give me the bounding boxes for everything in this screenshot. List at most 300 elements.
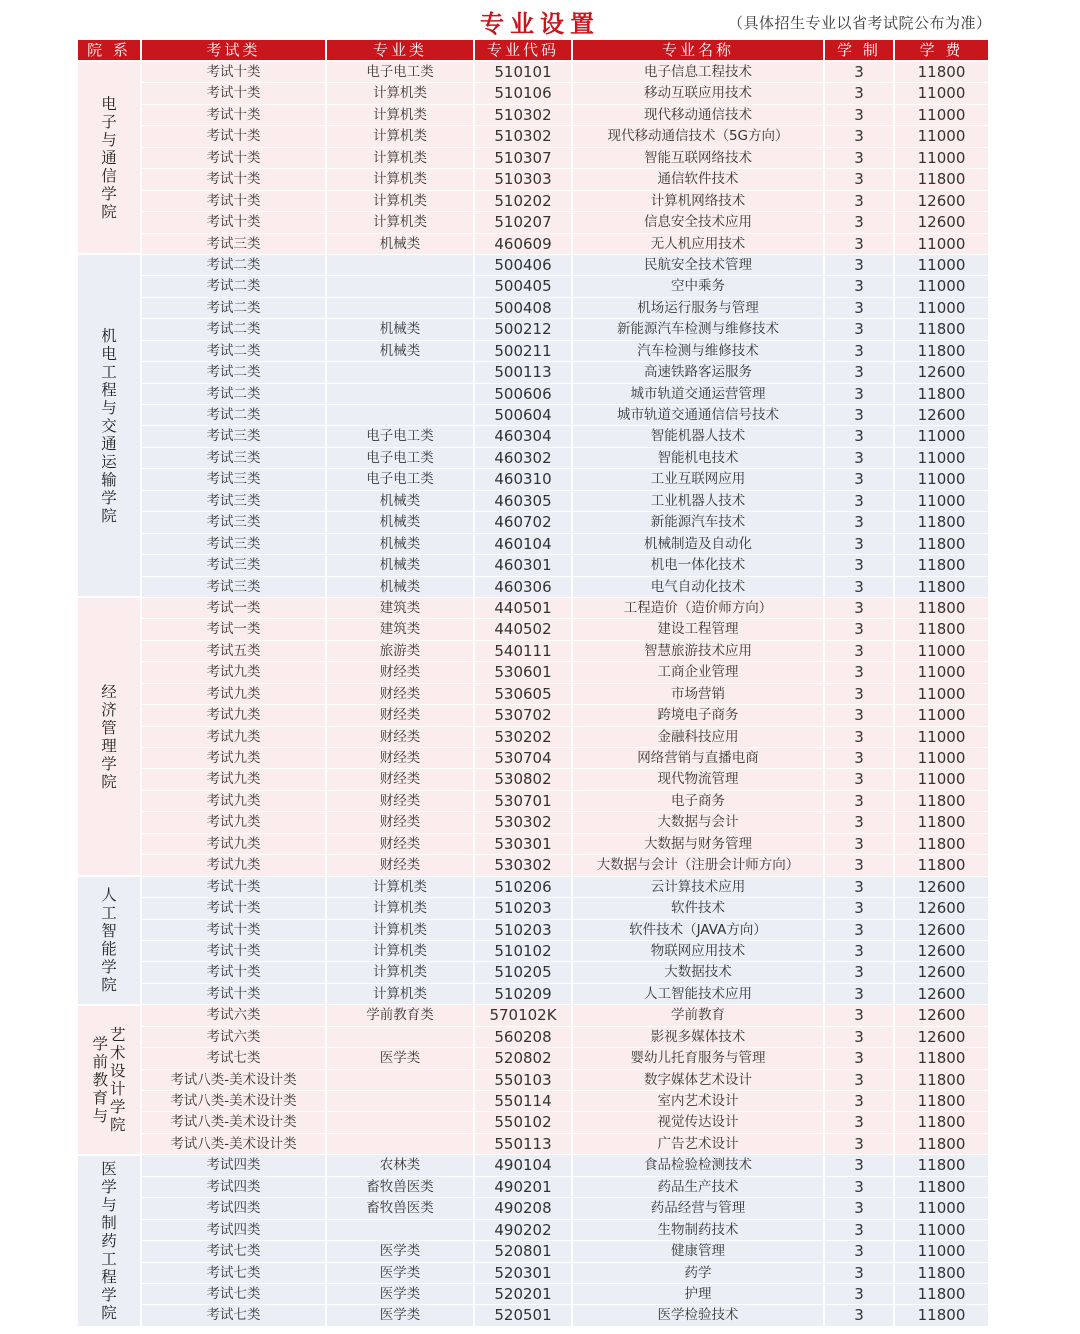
cell-tuition: 11000 <box>895 1220 988 1241</box>
department-name: 人 工 智 能 学 院 <box>101 886 117 995</box>
cell-exam-category: 考试九类 <box>142 684 327 705</box>
cell-major-code: 510207 <box>475 212 573 233</box>
header-department: 院 系 <box>78 40 142 60</box>
cell-major-name: 智能互联网络技术 <box>573 148 825 169</box>
cell-major-code: 520801 <box>475 1241 573 1262</box>
table-row <box>142 298 988 319</box>
cell-exam-category: 考试十类 <box>142 105 327 126</box>
cell-tuition: 11800 <box>895 1070 988 1091</box>
cell-major-name: 大数据与财务管理 <box>573 834 825 855</box>
cell-major-category: 计算机类 <box>327 83 475 104</box>
cell-major-name: 汽车检测与维修技术 <box>573 341 825 362</box>
cell-major-code: 460305 <box>475 491 573 512</box>
cell-major-name: 通信软件技术 <box>573 169 825 190</box>
cell-major-category: 机械类 <box>327 555 475 576</box>
cell-duration: 3 <box>825 126 895 147</box>
department-name: 医 学 与 制 药 工 程 学 院 <box>101 1159 117 1322</box>
cell-major-code: 460301 <box>475 555 573 576</box>
cell-tuition: 11000 <box>895 662 988 683</box>
cell-duration: 3 <box>825 1005 895 1026</box>
cell-exam-category: 考试九类 <box>142 812 327 833</box>
cell-exam-category: 考试十类 <box>142 898 327 919</box>
cell-duration: 3 <box>825 791 895 812</box>
cell-major-category: 财经类 <box>327 769 475 790</box>
cell-exam-category: 考试十类 <box>142 126 327 147</box>
cell-major-name: 信息安全技术应用 <box>573 212 825 233</box>
table-row <box>142 791 988 812</box>
cell-duration: 3 <box>825 1305 895 1326</box>
cell-major-category: 计算机类 <box>327 212 475 233</box>
department-block <box>78 1006 142 1156</box>
cell-tuition: 11000 <box>895 105 988 126</box>
cell-major-category: 财经类 <box>327 684 475 705</box>
cell-duration: 3 <box>825 1263 895 1284</box>
cell-tuition: 11800 <box>895 1112 988 1133</box>
cell-major-code: 550103 <box>475 1070 573 1091</box>
cell-major-code: 530802 <box>475 769 573 790</box>
cell-tuition: 11800 <box>895 1155 988 1176</box>
cell-major-name: 软件技术（JAVA方向） <box>573 920 825 941</box>
cell-major-category: 电子电工类 <box>327 448 475 469</box>
cell-tuition: 11000 <box>895 255 988 276</box>
cell-major-code: 530301 <box>475 834 573 855</box>
cell-major-name: 广告艺术设计 <box>573 1134 825 1155</box>
cell-tuition: 11800 <box>895 855 988 876</box>
cell-exam-category: 考试二类 <box>142 362 327 383</box>
cell-exam-category: 考试十类 <box>142 62 327 83</box>
cell-major-category <box>327 1112 475 1133</box>
cell-major-category: 计算机类 <box>327 126 475 147</box>
table-row <box>142 877 988 898</box>
cell-exam-category: 考试十类 <box>142 212 327 233</box>
cell-tuition: 12600 <box>895 191 988 212</box>
cell-exam-category: 考试二类 <box>142 384 327 405</box>
header-tuition: 学 费 <box>895 40 988 60</box>
cell-major-code: 460306 <box>475 577 573 598</box>
cell-duration: 3 <box>825 362 895 383</box>
cell-major-code: 510202 <box>475 191 573 212</box>
cell-major-name: 云计算技术应用 <box>573 877 825 898</box>
cell-major-category: 建筑类 <box>327 619 475 640</box>
table-row <box>142 1112 988 1133</box>
department-name: 艺 术 设 计 学 院 <box>110 1025 126 1134</box>
cell-major-category <box>327 1027 475 1048</box>
cell-major-category: 计算机类 <box>327 941 475 962</box>
table-row <box>142 684 988 705</box>
cell-major-name: 计算机网络技术 <box>573 191 825 212</box>
cell-major-code: 500406 <box>475 255 573 276</box>
cell-duration: 3 <box>825 598 895 619</box>
cell-duration: 3 <box>825 298 895 319</box>
cell-duration: 3 <box>825 1070 895 1091</box>
cell-exam-category: 考试十类 <box>142 941 327 962</box>
cell-duration: 3 <box>825 1198 895 1219</box>
cell-major-name: 护理 <box>573 1284 825 1305</box>
cell-exam-category: 考试三类 <box>142 577 327 598</box>
cell-tuition: 11800 <box>895 341 988 362</box>
cell-duration: 3 <box>825 83 895 104</box>
cell-major-category: 机械类 <box>327 319 475 340</box>
cell-major-category <box>327 1220 475 1241</box>
cell-major-name: 电气自动化技术 <box>573 577 825 598</box>
cell-major-category: 机械类 <box>327 512 475 533</box>
cell-exam-category: 考试八类-美术设计类 <box>142 1091 327 1112</box>
table-row <box>142 83 988 104</box>
cell-major-name: 室内艺术设计 <box>573 1091 825 1112</box>
table-row <box>142 512 988 533</box>
table-row <box>142 62 988 83</box>
cell-major-code: 510101 <box>475 62 573 83</box>
cell-major-code: 510203 <box>475 920 573 941</box>
cell-major-name: 新能源汽车检测与维修技术 <box>573 319 825 340</box>
cell-tuition: 11800 <box>895 1263 988 1284</box>
cell-tuition: 11800 <box>895 534 988 555</box>
table-row <box>142 1155 988 1176</box>
cell-major-code: 440501 <box>475 598 573 619</box>
table-row <box>142 491 988 512</box>
cell-major-name: 高速铁路客运服务 <box>573 362 825 383</box>
cell-duration: 3 <box>825 319 895 340</box>
cell-major-name: 婴幼儿托育服务与管理 <box>573 1048 825 1069</box>
table-row <box>142 898 988 919</box>
cell-duration: 3 <box>825 684 895 705</box>
cell-exam-category: 考试四类 <box>142 1198 327 1219</box>
cell-major-code: 520802 <box>475 1048 573 1069</box>
page-title: 专业设置 <box>480 9 600 38</box>
table-row <box>142 276 988 297</box>
cell-exam-category: 考试十类 <box>142 984 327 1005</box>
cell-major-code: 510205 <box>475 962 573 983</box>
cell-duration: 3 <box>825 169 895 190</box>
department-block <box>78 1156 142 1328</box>
cell-major-name: 现代移动通信技术（5G方向） <box>573 126 825 147</box>
cell-major-code: 500405 <box>475 276 573 297</box>
cell-major-code: 510302 <box>475 126 573 147</box>
table-row <box>142 362 988 383</box>
major-table-body <box>142 62 988 1327</box>
cell-tuition: 11000 <box>895 298 988 319</box>
cell-major-category: 医学类 <box>327 1263 475 1284</box>
cell-major-code: 490104 <box>475 1155 573 1176</box>
table-row <box>142 1284 988 1305</box>
cell-major-category: 医学类 <box>327 1305 475 1326</box>
cell-tuition: 11800 <box>895 812 988 833</box>
table-row <box>142 405 988 426</box>
table-row <box>142 448 988 469</box>
cell-duration: 3 <box>825 255 895 276</box>
cell-major-code: 500604 <box>475 405 573 426</box>
cell-major-name: 智能机电技术 <box>573 448 825 469</box>
cell-duration: 3 <box>825 384 895 405</box>
cell-duration: 3 <box>825 748 895 769</box>
department-name: 经 济 管 理 学 院 <box>101 682 117 791</box>
cell-major-code: 510203 <box>475 898 573 919</box>
cell-exam-category: 考试七类 <box>142 1263 327 1284</box>
cell-major-category <box>327 298 475 319</box>
cell-major-name: 机电一体化技术 <box>573 555 825 576</box>
table-row <box>142 619 988 640</box>
cell-major-category: 机械类 <box>327 534 475 555</box>
cell-tuition: 11000 <box>895 727 988 748</box>
cell-duration: 3 <box>825 491 895 512</box>
cell-major-category: 计算机类 <box>327 984 475 1005</box>
cell-duration: 3 <box>825 1027 895 1048</box>
cell-major-code: 460609 <box>475 234 573 255</box>
cell-duration: 3 <box>825 641 895 662</box>
cell-major-code: 460310 <box>475 469 573 490</box>
cell-major-name: 物联网应用技术 <box>573 941 825 962</box>
cell-tuition: 11000 <box>895 148 988 169</box>
cell-major-name: 工商企业管理 <box>573 662 825 683</box>
cell-duration: 3 <box>825 512 895 533</box>
cell-major-code: 510102 <box>475 941 573 962</box>
cell-exam-category: 考试十类 <box>142 148 327 169</box>
cell-exam-category: 考试九类 <box>142 662 327 683</box>
table-row <box>142 234 988 255</box>
cell-major-category: 财经类 <box>327 834 475 855</box>
table-row <box>142 469 988 490</box>
cell-duration: 3 <box>825 727 895 748</box>
cell-exam-category: 考试三类 <box>142 448 327 469</box>
cell-major-code: 530704 <box>475 748 573 769</box>
cell-duration: 3 <box>825 148 895 169</box>
cell-duration: 3 <box>825 1091 895 1112</box>
cell-major-name: 生物制药技术 <box>573 1220 825 1241</box>
cell-tuition: 11800 <box>895 512 988 533</box>
cell-major-category: 计算机类 <box>327 877 475 898</box>
table-header <box>78 40 988 60</box>
department-name: 学 前 教 育 与 <box>92 1034 108 1125</box>
cell-major-name: 空中乘务 <box>573 276 825 297</box>
table-row <box>142 1220 988 1241</box>
cell-tuition: 11000 <box>895 491 988 512</box>
cell-exam-category: 考试十类 <box>142 962 327 983</box>
cell-exam-category: 考试二类 <box>142 341 327 362</box>
cell-duration: 3 <box>825 534 895 555</box>
cell-major-category: 计算机类 <box>327 191 475 212</box>
cell-exam-category: 考试三类 <box>142 491 327 512</box>
cell-major-name: 新能源汽车技术 <box>573 512 825 533</box>
cell-major-name: 电子商务 <box>573 791 825 812</box>
cell-major-name: 影视多媒体技术 <box>573 1027 825 1048</box>
cell-major-name: 电子信息工程技术 <box>573 62 825 83</box>
cell-exam-category: 考试二类 <box>142 319 327 340</box>
cell-exam-category: 考试二类 <box>142 255 327 276</box>
cell-major-name: 健康管理 <box>573 1241 825 1262</box>
cell-exam-category: 考试一类 <box>142 598 327 619</box>
cell-exam-category: 考试二类 <box>142 405 327 426</box>
cell-major-code: 500212 <box>475 319 573 340</box>
cell-tuition: 11000 <box>895 276 988 297</box>
table-row <box>142 105 988 126</box>
cell-exam-category: 考试九类 <box>142 834 327 855</box>
cell-major-name: 食品检验检测技术 <box>573 1155 825 1176</box>
cell-duration: 3 <box>825 577 895 598</box>
cell-exam-category: 考试四类 <box>142 1177 327 1198</box>
cell-exam-category: 考试四类 <box>142 1220 327 1241</box>
cell-major-code: 440502 <box>475 619 573 640</box>
cell-major-code: 510303 <box>475 169 573 190</box>
cell-major-code: 460302 <box>475 448 573 469</box>
cell-major-name: 跨境电子商务 <box>573 705 825 726</box>
cell-exam-category: 考试二类 <box>142 298 327 319</box>
cell-major-code: 490201 <box>475 1177 573 1198</box>
cell-major-name: 城市轨道交通通信信号技术 <box>573 405 825 426</box>
cell-exam-category: 考试五类 <box>142 641 327 662</box>
cell-major-name: 移动互联应用技术 <box>573 83 825 104</box>
cell-major-name: 医学检验技术 <box>573 1305 825 1326</box>
table-row <box>142 534 988 555</box>
cell-major-category: 计算机类 <box>327 962 475 983</box>
cell-major-code: 550114 <box>475 1091 573 1112</box>
cell-tuition: 12600 <box>895 362 988 383</box>
cell-tuition: 11000 <box>895 126 988 147</box>
cell-major-code: 530702 <box>475 705 573 726</box>
cell-duration: 3 <box>825 1048 895 1069</box>
department-column <box>78 62 142 1328</box>
cell-major-name: 药品经营与管理 <box>573 1198 825 1219</box>
cell-major-name: 大数据与会计（注册会计师方向） <box>573 855 825 876</box>
cell-tuition: 11800 <box>895 791 988 812</box>
cell-tuition: 11800 <box>895 834 988 855</box>
table-row <box>142 255 988 276</box>
department-name: 电 子 与 通 信 学 院 <box>101 94 117 221</box>
cell-exam-category: 考试七类 <box>142 1284 327 1305</box>
cell-major-name: 软件技术 <box>573 898 825 919</box>
cell-tuition: 11000 <box>895 748 988 769</box>
header-major-category: 专业类 <box>327 40 475 60</box>
cell-tuition: 12600 <box>895 877 988 898</box>
table-row <box>142 962 988 983</box>
cell-tuition: 11800 <box>895 1048 988 1069</box>
cell-duration: 3 <box>825 405 895 426</box>
cell-major-category <box>327 1070 475 1091</box>
cell-major-name: 市场营销 <box>573 684 825 705</box>
cell-exam-category: 考试二类 <box>142 276 327 297</box>
cell-major-category: 计算机类 <box>327 920 475 941</box>
cell-major-code: 510206 <box>475 877 573 898</box>
table-row <box>142 1070 988 1091</box>
table-row <box>142 834 988 855</box>
cell-major-code: 550102 <box>475 1112 573 1133</box>
table-row <box>142 941 988 962</box>
table-row <box>142 920 988 941</box>
cell-tuition: 12600 <box>895 405 988 426</box>
cell-major-category: 医学类 <box>327 1241 475 1262</box>
cell-major-category: 财经类 <box>327 812 475 833</box>
cell-duration: 3 <box>825 276 895 297</box>
cell-major-code: 520501 <box>475 1305 573 1326</box>
table-row <box>142 769 988 790</box>
cell-major-code: 530601 <box>475 662 573 683</box>
table-row <box>142 169 988 190</box>
cell-exam-category: 考试七类 <box>142 1241 327 1262</box>
table-row <box>142 705 988 726</box>
table-row <box>142 1241 988 1262</box>
table-row <box>142 1305 988 1326</box>
cell-duration: 3 <box>825 341 895 362</box>
cell-tuition: 11000 <box>895 1198 988 1219</box>
cell-major-name: 药学 <box>573 1263 825 1284</box>
cell-tuition: 11000 <box>895 469 988 490</box>
cell-exam-category: 考试十类 <box>142 169 327 190</box>
cell-tuition: 12600 <box>895 962 988 983</box>
cell-major-name: 药品生产技术 <box>573 1177 825 1198</box>
cell-major-category: 畜牧兽医类 <box>327 1198 475 1219</box>
cell-tuition: 11800 <box>895 169 988 190</box>
cell-major-code: 490202 <box>475 1220 573 1241</box>
cell-duration: 3 <box>825 555 895 576</box>
table-row <box>142 577 988 598</box>
cell-major-code: 540111 <box>475 641 573 662</box>
cell-major-name: 机械制造及自动化 <box>573 534 825 555</box>
cell-exam-category: 考试一类 <box>142 619 327 640</box>
cell-tuition: 12600 <box>895 898 988 919</box>
cell-major-category: 计算机类 <box>327 105 475 126</box>
cell-major-code: 460304 <box>475 426 573 447</box>
cell-exam-category: 考试六类 <box>142 1005 327 1026</box>
cell-duration: 3 <box>825 855 895 876</box>
cell-tuition: 11800 <box>895 598 988 619</box>
cell-major-category <box>327 405 475 426</box>
cell-tuition: 11000 <box>895 641 988 662</box>
cell-exam-category: 考试六类 <box>142 1027 327 1048</box>
cell-duration: 3 <box>825 191 895 212</box>
cell-major-category: 畜牧兽医类 <box>327 1177 475 1198</box>
table-row <box>142 1027 988 1048</box>
header-major-name: 专业名称 <box>573 40 825 60</box>
cell-major-name: 现代物流管理 <box>573 769 825 790</box>
cell-major-name: 工业机器人技术 <box>573 491 825 512</box>
cell-duration: 3 <box>825 469 895 490</box>
cell-major-name: 智能机器人技术 <box>573 426 825 447</box>
cell-tuition: 12600 <box>895 1027 988 1048</box>
table-row <box>142 1263 988 1284</box>
cell-tuition: 11800 <box>895 1134 988 1155</box>
cell-tuition: 11000 <box>895 448 988 469</box>
cell-exam-category: 考试九类 <box>142 855 327 876</box>
cell-major-name: 网络营销与直播电商 <box>573 748 825 769</box>
cell-major-code: 460104 <box>475 534 573 555</box>
cell-major-category: 财经类 <box>327 791 475 812</box>
department-block <box>78 62 142 255</box>
table-row <box>142 126 988 147</box>
cell-tuition: 11000 <box>895 705 988 726</box>
cell-duration: 3 <box>825 705 895 726</box>
cell-tuition: 11800 <box>895 555 988 576</box>
cell-exam-category: 考试三类 <box>142 426 327 447</box>
cell-major-category: 电子电工类 <box>327 62 475 83</box>
cell-tuition: 12600 <box>895 941 988 962</box>
cell-major-name: 智慧旅游技术应用 <box>573 641 825 662</box>
cell-major-name: 大数据技术 <box>573 962 825 983</box>
cell-duration: 3 <box>825 1155 895 1176</box>
cell-duration: 3 <box>825 769 895 790</box>
cell-duration: 3 <box>825 1220 895 1241</box>
cell-exam-category: 考试三类 <box>142 534 327 555</box>
cell-major-code: 500211 <box>475 341 573 362</box>
cell-tuition: 12600 <box>895 984 988 1005</box>
table-row <box>142 641 988 662</box>
table-row <box>142 1005 988 1026</box>
cell-major-code: 550113 <box>475 1134 573 1155</box>
cell-duration: 3 <box>825 877 895 898</box>
table-row <box>142 1091 988 1112</box>
table-row <box>142 148 988 169</box>
cell-exam-category: 考试十类 <box>142 877 327 898</box>
cell-major-name: 人工智能技术应用 <box>573 984 825 1005</box>
cell-major-category: 财经类 <box>327 727 475 748</box>
